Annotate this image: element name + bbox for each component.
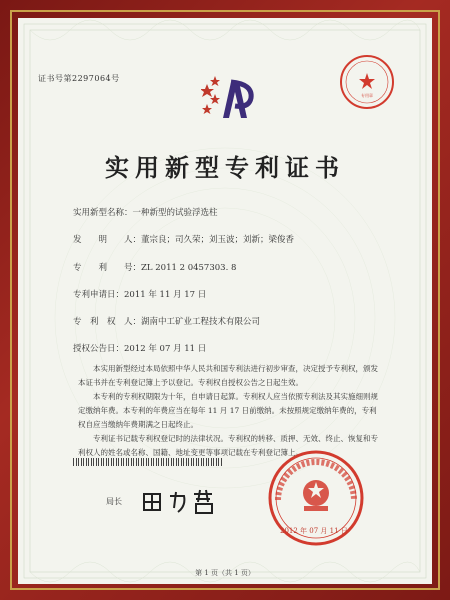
certificate-content [18, 18, 432, 584]
patent-number-label: 专 利 号： [73, 263, 142, 273]
inventor-row [73, 233, 294, 245]
page-footer: 第 1 页（共 1 页） [195, 569, 255, 577]
director-signature [138, 486, 228, 516]
inventor-label: 发 明 人： [73, 235, 142, 245]
filing-date-row [73, 288, 206, 300]
grant-date-label: 授权公告日： [73, 344, 125, 354]
certificate-number: 证书号第2297064号 [38, 74, 120, 83]
svg-text:专用章: 专用章 [361, 93, 373, 98]
paragraph-3: 专利证书记载专利权登记时的法律状况。专利权的转移、质押、无效、终止、恢复和专利权人的姓名或名称、国籍、地址变更等事项记载在专利登记簿上。 [78, 434, 378, 457]
patentee-value: 湖南中工矿业工程技术有限公司 [141, 317, 261, 327]
patent-number-value: ZL 2011 2 0457303. 8 [141, 263, 237, 273]
filing-date-label: 专利申请日： [73, 290, 125, 300]
utility-name-row [73, 206, 218, 218]
director-label: 局长 [106, 497, 122, 506]
patentee-row [73, 315, 260, 327]
certificate-title: 实用新型专利证书 [105, 153, 345, 182]
seal-date: 2012 年 07 月 11 日 [280, 527, 348, 535]
filing-date-value: 2011 年 11 月 17 日 [124, 290, 207, 300]
paragraph-2: 本专利的专利权期限为十年，自申请日起算。专利权人应当依照专利法及其实施细则规定缴纳年费。本专利的年费应当在每年 11 月 17 日前缴纳。未按照规定缴纳年费的，专利权自应当缴纳年费期满之日起终止。 [78, 392, 378, 429]
paragraph-1: 本实用新型经过本局依照中华人民共和国专利法进行初步审查，决定授予专利权，颁发本证书并在专利登记簿上予以登记。专利权自授权公告之日起生效。 [78, 364, 378, 387]
utility-name-value: 一种新型的试验浮选柱 [132, 208, 218, 218]
certificate-paper [18, 18, 432, 584]
grant-date-value: 2012 年 07 月 11 日 [124, 344, 207, 354]
patent-office-logo-icon [201, 70, 257, 126]
agency-seal-icon [338, 53, 396, 111]
inventor-value: 董宗良；司久荣；刘玉波；刘新；梁俊香 [141, 235, 295, 245]
patentee-label: 专 利 权 人： [73, 317, 142, 327]
barcode [73, 458, 223, 466]
patent-number-row [73, 261, 236, 273]
grant-date-row [73, 342, 206, 354]
utility-name-label: 实用新型名称： [73, 208, 133, 218]
